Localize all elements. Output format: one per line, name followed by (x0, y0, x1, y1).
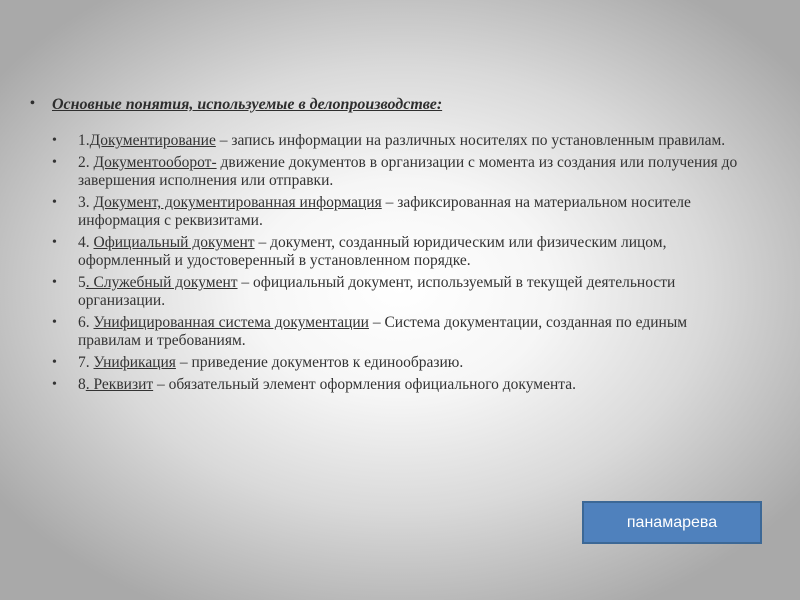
item-definition: – приведение документов к единообразию. (175, 354, 464, 371)
item-term: Унифицированная система документации (93, 314, 369, 331)
bullet-icon: • (52, 155, 57, 170)
definitions-list (52, 132, 738, 398)
item-definition: – обязательный элемент оформления официального документа. (153, 376, 576, 393)
bullet-icon: • (52, 377, 57, 392)
item-prefix: 3. (78, 194, 94, 211)
list-item (52, 354, 738, 372)
item-definition: – Система документации, созданная по единым правилам и требованиям. (78, 314, 688, 349)
item-prefix: 2. (78, 154, 94, 171)
list-item (52, 274, 738, 310)
heading-bullet: • (30, 96, 35, 111)
list-item (52, 154, 738, 190)
bullet-icon: • (52, 133, 57, 148)
list-item (52, 376, 738, 394)
list-item (52, 314, 738, 350)
list-item (52, 194, 738, 230)
item-prefix: 5 (78, 274, 86, 291)
item-definition: – запись информации на различных носителях по установленным правилам. (215, 132, 726, 149)
item-definition: движение документов в организации с момента из создания или получения до завершения исполнения или отправки. (78, 154, 738, 189)
item-term: Унификация (93, 354, 176, 371)
author-button[interactable]: панамарева (582, 501, 762, 544)
item-term: . Реквизит (85, 376, 154, 393)
item-prefix: 6. (78, 314, 94, 331)
item-prefix: 8 (78, 376, 86, 393)
item-definition: – официальный документ, используемый в текущей деятельности организации. (78, 274, 676, 309)
item-term: Документ, документированная информация (93, 194, 382, 211)
item-prefix: 4. (78, 234, 94, 251)
heading-text: Основные понятия, используемые в делопроизводстве: (52, 96, 443, 113)
bullet-icon: • (52, 355, 57, 370)
bullet-icon: • (52, 195, 57, 210)
heading (30, 96, 752, 114)
item-term: Официальный документ (93, 234, 255, 251)
item-prefix: 1. (78, 132, 90, 149)
item-term: Документооборот- (93, 154, 217, 171)
bullet-icon: • (52, 315, 57, 330)
bullet-icon: • (52, 275, 57, 290)
item-definition: – документ, созданный юридическим или физическим лицом, оформленный и удостоверенный в установленном порядке. (78, 234, 667, 269)
list-item (52, 234, 738, 270)
item-definition: – зафиксированная на материальном носителе информация с реквизитами. (78, 194, 691, 229)
item-term: Документирование (89, 132, 216, 149)
bullet-icon: • (52, 235, 57, 250)
item-term: . Служебный документ (85, 274, 238, 291)
item-prefix: 7. (78, 354, 94, 371)
list-item (52, 132, 738, 150)
